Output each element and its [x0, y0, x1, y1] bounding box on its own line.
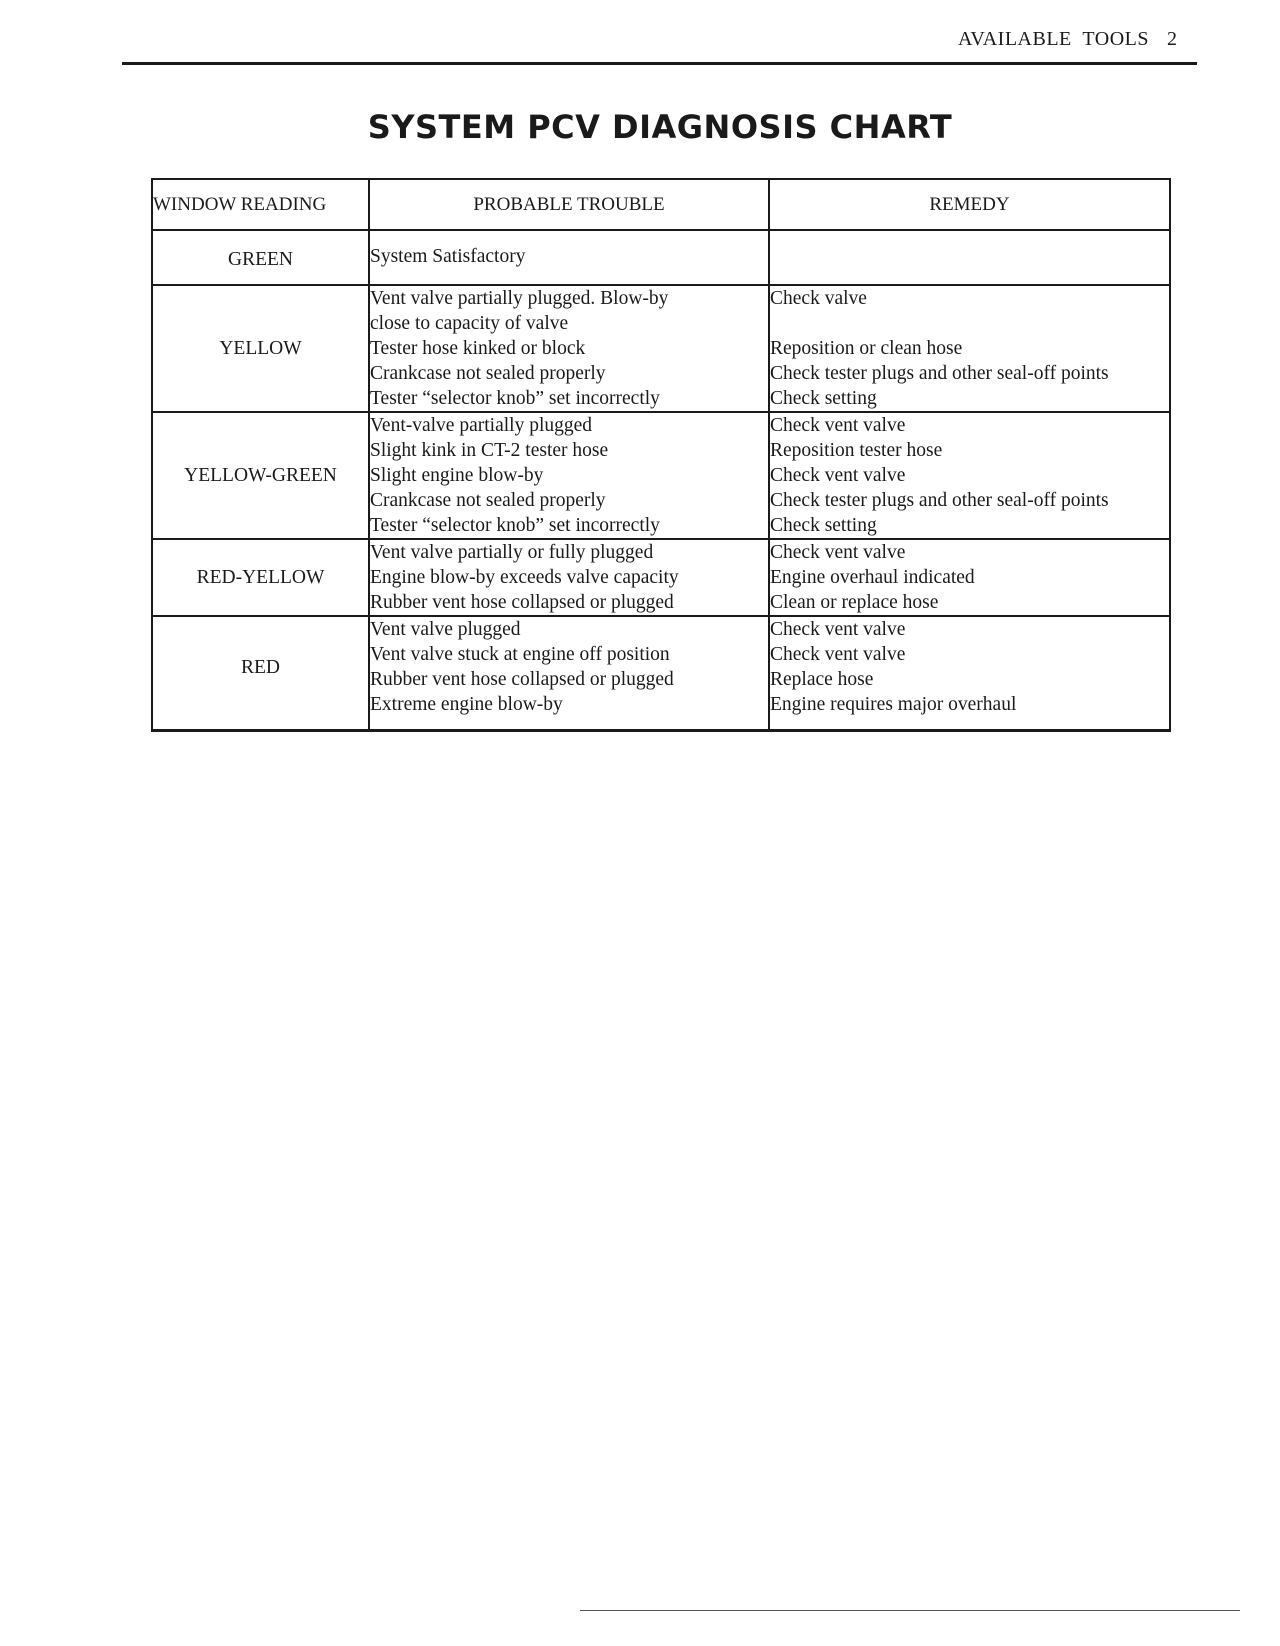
diagnosis-table	[151, 178, 1171, 732]
remedy-line: Check setting	[770, 515, 877, 536]
column-header-window-reading: WINDOW READING	[152, 179, 369, 230]
probable-trouble-cell	[369, 539, 769, 616]
window-reading-red: RED	[152, 616, 369, 731]
table-row	[152, 539, 1170, 616]
table-row	[152, 285, 1170, 412]
table-row	[152, 230, 1170, 285]
remedy-line: Engine requires major overhaul	[770, 694, 1017, 715]
probable-trouble-line: close to capacity of valve	[370, 313, 569, 334]
probable-trouble-line: Engine blow-by exceeds valve capacity	[370, 567, 679, 588]
remedy-line: Check vent valve	[770, 619, 906, 640]
remedy-line	[770, 245, 1169, 270]
bottom-rule	[580, 1610, 1240, 1611]
probable-trouble-cell	[369, 285, 769, 412]
remedy-cell	[769, 616, 1170, 731]
window-reading-green: GREEN	[152, 230, 369, 285]
table-row	[152, 616, 1170, 731]
window-reading-yellow-green: YELLOW-GREEN	[152, 412, 369, 539]
remedy-line: Reposition tester hose	[770, 440, 943, 461]
remedy-line: Check setting	[770, 388, 877, 409]
remedy-line: Engine overhaul indicated	[770, 567, 975, 588]
probable-trouble-line: Vent valve partially or fully plugged	[370, 542, 654, 563]
probable-trouble-line: Rubber vent hose collapsed or plugged	[370, 592, 674, 613]
remedy-line: Check vent valve	[770, 644, 906, 665]
probable-trouble-line: System Satisfactory	[370, 246, 526, 267]
page-number: 2	[1167, 28, 1178, 50]
remedy-line: Check vent valve	[770, 542, 906, 563]
column-header-remedy: REMEDY	[769, 179, 1170, 230]
probable-trouble-cell	[369, 412, 769, 539]
remedy-line: Check vent valve	[770, 415, 906, 436]
remedy-line: Check valve	[770, 288, 867, 309]
probable-trouble-line: Rubber vent hose collapsed or plugged	[370, 669, 674, 690]
remedy-line: Check tester plugs and other seal-off points	[770, 490, 1109, 511]
probable-trouble-cell	[369, 616, 769, 731]
remedy-cell	[769, 230, 1170, 285]
remedy-line: Check tester plugs and other seal-off points	[770, 363, 1109, 384]
header-rule	[122, 62, 1197, 65]
section-title: AVAILABLE TOOLS	[958, 28, 1149, 50]
probable-trouble-line: Vent valve stuck at engine off position	[370, 644, 670, 665]
probable-trouble-line: Slight kink in CT-2 tester hose	[370, 440, 609, 461]
probable-trouble-line: Crankcase not sealed properly	[370, 363, 606, 384]
remedy-cell	[769, 285, 1170, 412]
table-body	[152, 230, 1170, 731]
remedy-line: Clean or replace hose	[770, 592, 939, 613]
probable-trouble-line: Slight engine blow-by	[370, 465, 544, 486]
remedy-line: Check vent valve	[770, 465, 906, 486]
running-header	[958, 28, 1178, 51]
probable-trouble-line: Crankcase not sealed properly	[370, 490, 606, 511]
table-header-row	[152, 179, 1170, 230]
remedy-line: Reposition or clean hose	[770, 338, 963, 359]
probable-trouble-line: Tester hose kinked or block	[370, 338, 586, 359]
remedy-cell	[769, 539, 1170, 616]
remedy-cell	[769, 412, 1170, 539]
probable-trouble-line: Tester “selector knob” set incorrectly	[370, 388, 660, 409]
window-reading-red-yellow: RED-YELLOW	[152, 539, 369, 616]
probable-trouble-line: Vent valve partially plugged. Blow-by	[370, 288, 669, 309]
table-row	[152, 412, 1170, 539]
page-title: SYSTEM PCV DIAGNOSIS CHART	[367, 108, 953, 146]
window-reading-yellow: YELLOW	[152, 285, 369, 412]
probable-trouble-line: Extreme engine blow-by	[370, 694, 563, 715]
probable-trouble-cell	[369, 230, 769, 285]
probable-trouble-line: Tester “selector knob” set incorrectly	[370, 515, 660, 536]
remedy-line: Replace hose	[770, 669, 874, 690]
probable-trouble-line: Vent-valve partially plugged	[370, 415, 593, 436]
probable-trouble-line: Vent valve plugged	[370, 619, 521, 640]
remedy-line	[770, 311, 1169, 336]
column-header-probable-trouble: PROBABLE TROUBLE	[369, 179, 769, 230]
